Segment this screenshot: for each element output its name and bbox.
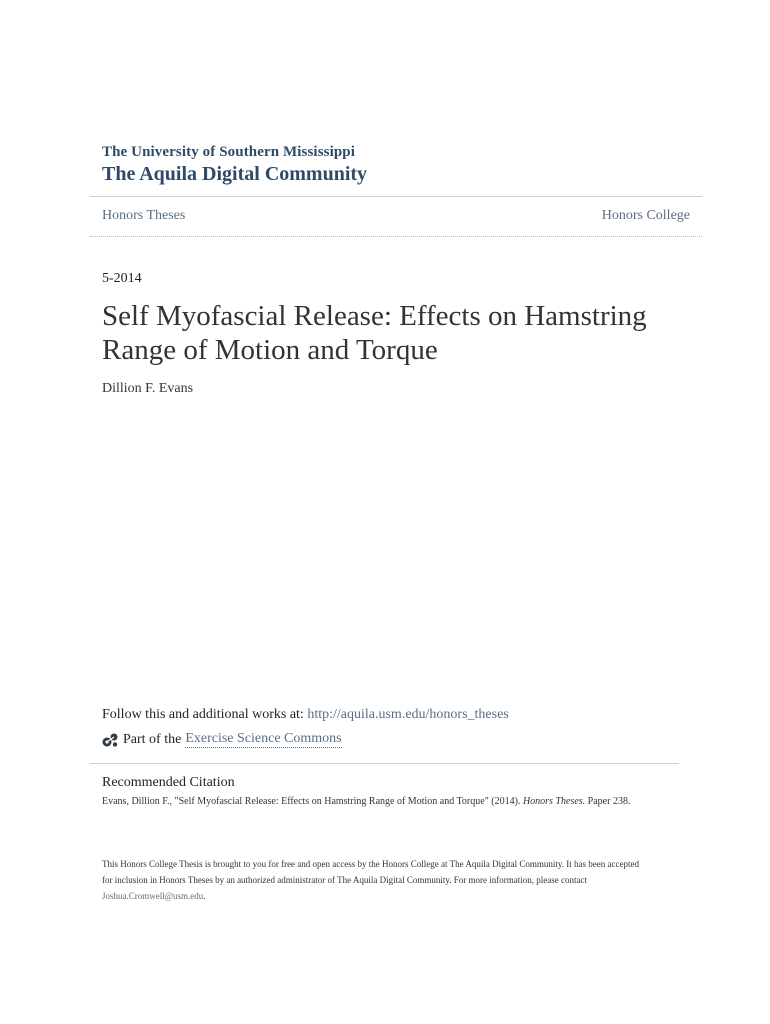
exercise-science-commons-link[interactable]: Exercise Science Commons: [185, 731, 342, 746]
author-name[interactable]: Dillion F. Evans: [102, 381, 194, 396]
access-notice: [102, 856, 682, 904]
part-of-label: Part of the: [123, 731, 182, 747]
breadcrumb-honors-theses[interactable]: Honors Theses: [102, 208, 186, 223]
access-notice-line-2: for inclusion in Honors Theses by an authorized administrator of The Aquila Digital Community. For more information, please contact: [102, 875, 587, 885]
divider-citation: [90, 763, 679, 764]
breadcrumb-honors-college[interactable]: Honors College: [601, 208, 690, 223]
citation-series: Honors Theses.: [522, 796, 586, 807]
institution-header: [102, 144, 367, 186]
follow-label: Follow this and additional works at:: [102, 707, 304, 722]
follow-link[interactable]: http://aquila.usm.edu/honors_theses: [307, 707, 509, 722]
title-line-1: Self Myofascial Release: Effects on Hamstring: [102, 300, 647, 332]
follow-line: [102, 707, 509, 723]
commons-network-icon: [102, 732, 119, 748]
citation-text: [102, 796, 630, 807]
divider-top: [90, 196, 702, 197]
contact-email-link[interactable]: Joshua.Cromwell@usm.edu: [102, 891, 204, 901]
access-notice-line-3: [102, 888, 682, 904]
citation-paper: Paper 238.: [587, 796, 631, 807]
access-notice-line-1: This Honors College Thesis is brought to you for free and open access by the Honors College at The Aquila Digital Community. It has been accepted: [102, 859, 639, 869]
footer-period: .: [203, 891, 206, 901]
university-name: The University of Southern Mississippi: [102, 144, 355, 160]
title-line-2: Range of Motion and Torque: [102, 334, 438, 366]
divider-bottom: [90, 236, 702, 237]
publication-date: 5-2014: [102, 271, 142, 286]
part-of-line: [102, 731, 342, 748]
thesis-title: [102, 299, 702, 367]
citation-heading: Recommended Citation: [102, 775, 235, 790]
repository-name[interactable]: The Aquila Digital Community: [102, 163, 368, 185]
citation-main: Evans, Dillion F., "Self Myofascial Release: Effects on Hamstring Range of Motion and Torque" (2014).: [102, 796, 521, 807]
